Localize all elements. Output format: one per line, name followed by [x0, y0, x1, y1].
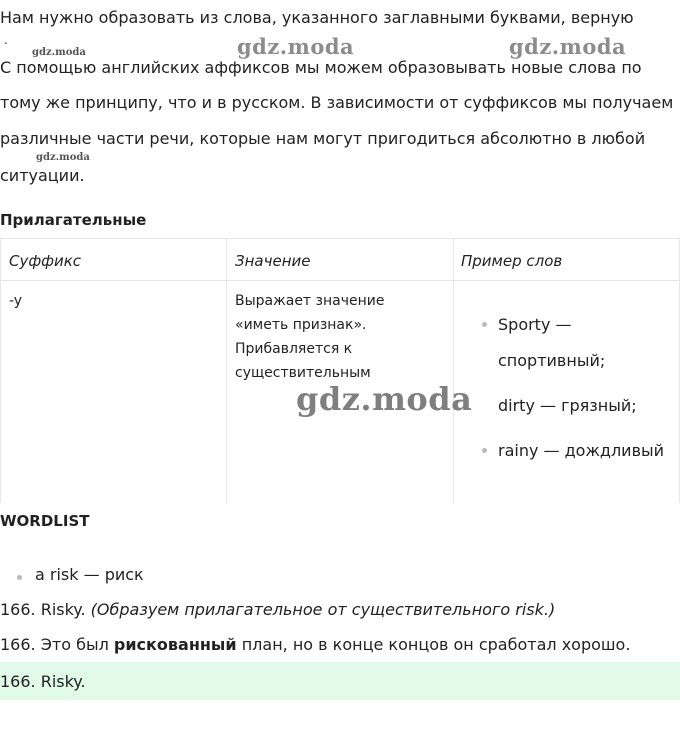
- final-answer: 166. Risky.: [0, 672, 86, 691]
- section-title: Прилагательные: [0, 211, 147, 229]
- answer-line-2: [0, 635, 630, 655]
- table-header-examples: Пример слов: [461, 252, 563, 270]
- answer-bold-word: рискованный: [113, 635, 237, 654]
- meaning-line: Прибавляется к: [235, 341, 353, 357]
- watermark-small: gdz.moda: [36, 152, 90, 163]
- answer-line-1: [0, 600, 555, 620]
- table-header-suffix: Суффикс: [9, 252, 82, 270]
- table-divider: [453, 239, 454, 503]
- intro-line-5: ситуации.: [0, 166, 85, 185]
- table-cell-meaning: [235, 289, 384, 385]
- final-answer-highlight: [0, 662, 680, 700]
- example-item: Sporty —: [498, 315, 572, 334]
- example-item-continuation: спортивный;: [498, 351, 606, 370]
- intro-line-4: различные части речи, которые нам могут пригодиться абсолютно в любой: [0, 129, 646, 148]
- example-item: dirty — грязный;: [498, 396, 637, 415]
- example-item: rainy — дождливый: [498, 441, 665, 460]
- intro-dot: .: [4, 33, 8, 47]
- answer-note: (Образуем прилагательное от существительного risk.): [90, 600, 556, 619]
- watermark-large: gdz.moda: [296, 380, 473, 418]
- suffix-table: [0, 238, 680, 503]
- table-cell-suffix: -y: [9, 293, 23, 309]
- wordlist-title: WORDLIST: [0, 512, 90, 530]
- table-header-meaning: Значение: [235, 252, 311, 270]
- meaning-line: «иметь признак».: [235, 317, 367, 333]
- wordlist-item: a risk — риск: [35, 565, 144, 584]
- intro-line-3: тому же принципу, что и в русском. В зависимости от суффиксов мы получаем: [0, 93, 674, 112]
- intro-line-1: Нам нужно образовать из слова, указанного заглавными буквами, верную: [0, 8, 634, 27]
- table-divider: [226, 239, 227, 503]
- watermark: gdz.moda: [237, 34, 355, 59]
- watermark-small: gdz.moda: [32, 47, 86, 58]
- bullet-icon: [482, 448, 487, 453]
- answer-suffix: план, но в конце концов он сработал хорошо.: [236, 635, 631, 654]
- watermark: gdz.moda: [509, 34, 627, 59]
- meaning-line: существительным: [235, 365, 371, 381]
- intro-line-2: С помощью английских аффиксов мы можем образовывать новые слова по: [0, 58, 642, 77]
- bullet-icon: [482, 322, 487, 327]
- table-header-divider: [1, 280, 680, 281]
- bullet-icon: [17, 575, 22, 580]
- meaning-line: Выражает значение: [235, 293, 385, 309]
- answer-prefix: 166. Risky.: [0, 600, 91, 619]
- answer-prefix: 166. Это был: [0, 635, 114, 654]
